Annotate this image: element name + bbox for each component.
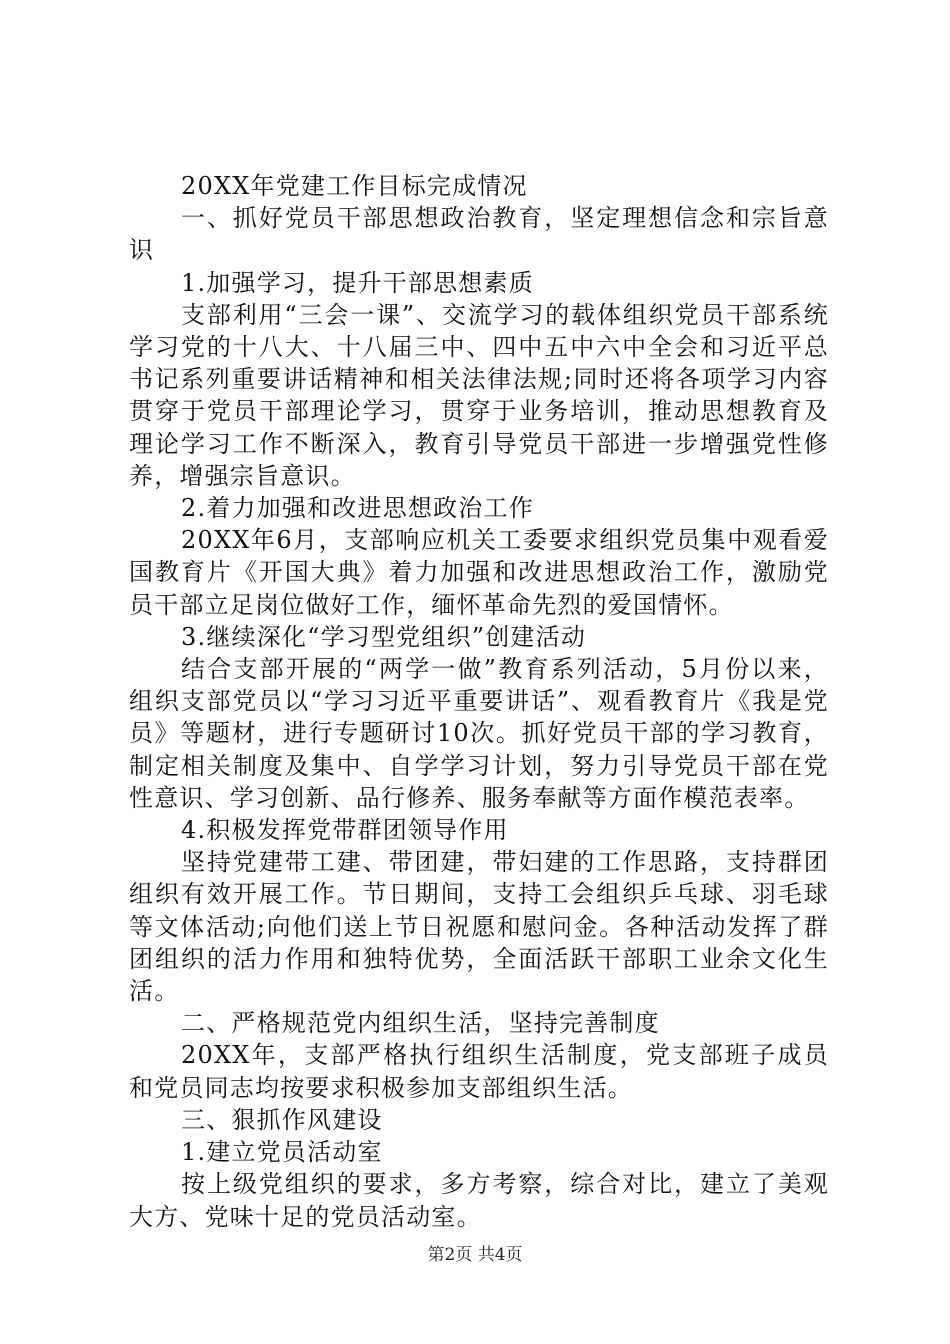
section-heading-1: 一、抓好党员干部思想政治教育，坚定理想信念和宗旨意识 — [129, 204, 829, 265]
subheading-1-1: 1.加强学习，提升干部思想素质 — [181, 268, 534, 297]
subheading-1-3: 3.继续深化“学习型党组织”创建活动 — [181, 622, 587, 651]
paragraph: 支部利用“三会一课”、交流学习的载体组织党员干部系统学习党的十八大、十八届三中、四中五中六中全会和习近平总书记系列重要讲话精神和相关法律法规;同时还将各项学习内容贯穿于党员干部理论学习，贯穿于业务培训，推动思想教育及理论学习工作不断深入，教育引导党员干部进一步增强党性修养，增强宗旨意识。 — [129, 300, 829, 490]
subheading-1-4: 4.积极发挥党带群团领导作用 — [181, 816, 509, 845]
paragraph: 结合支部开展的“两学一做”教育系列活动，5月份以来，组织支部党员以“学习习近平重要讲话”、观看教育片《我是党员》等题材，进行专题研讨10次。抓好党员干部的学习教育，制定相关制度及集中、自学学习计划，努力引导党员干部在党性意识、学习创新、品行修养、服务奉献等方面作模范表率。 — [129, 655, 829, 812]
document-body — [129, 170, 829, 1233]
paragraph: 20XX年，支部严格执行组织生活制度，党支部班子成员和党员同志均按要求积极参加支部组织生活。 — [129, 1041, 829, 1102]
document-title: 20XX年党建工作目标完成情况 — [181, 172, 528, 200]
page-number-footer: 第2页 共4页 — [427, 1245, 523, 1265]
section-heading-3: 三、狠抓作风建设 — [181, 1105, 383, 1134]
paragraph: 坚持党建带工建、带团建，带妇建的工作思路，支持群团组织有效开展工作。节日期间，支持工会组织乒乓球、羽毛球等文体活动;向他们送上节日祝愿和慰问金。各种活动发挥了群团组织的活力作用和独特优势，全面活跃干部职工业余文化生活。 — [129, 848, 829, 1006]
section-heading-2: 二、严格规范党内组织生活，坚持完善制度 — [181, 1009, 660, 1038]
paragraph: 20XX年6月，支部响应机关工委要求组织党员集中观看爱国教育片《开国大典》着力加强和改进思想政治工作，激励党员干部立足岗位做好工作，缅怀革命先烈的爱国情怀。 — [129, 526, 829, 619]
subheading-3-1: 1.建立党员活动室 — [181, 1138, 383, 1167]
subheading-1-2: 2.着力加强和改进思想政治工作 — [181, 494, 534, 523]
paragraph: 按上级党组织的要求，多方考察，综合对比，建立了美观大方、党味十足的党员活动室。 — [129, 1170, 829, 1231]
